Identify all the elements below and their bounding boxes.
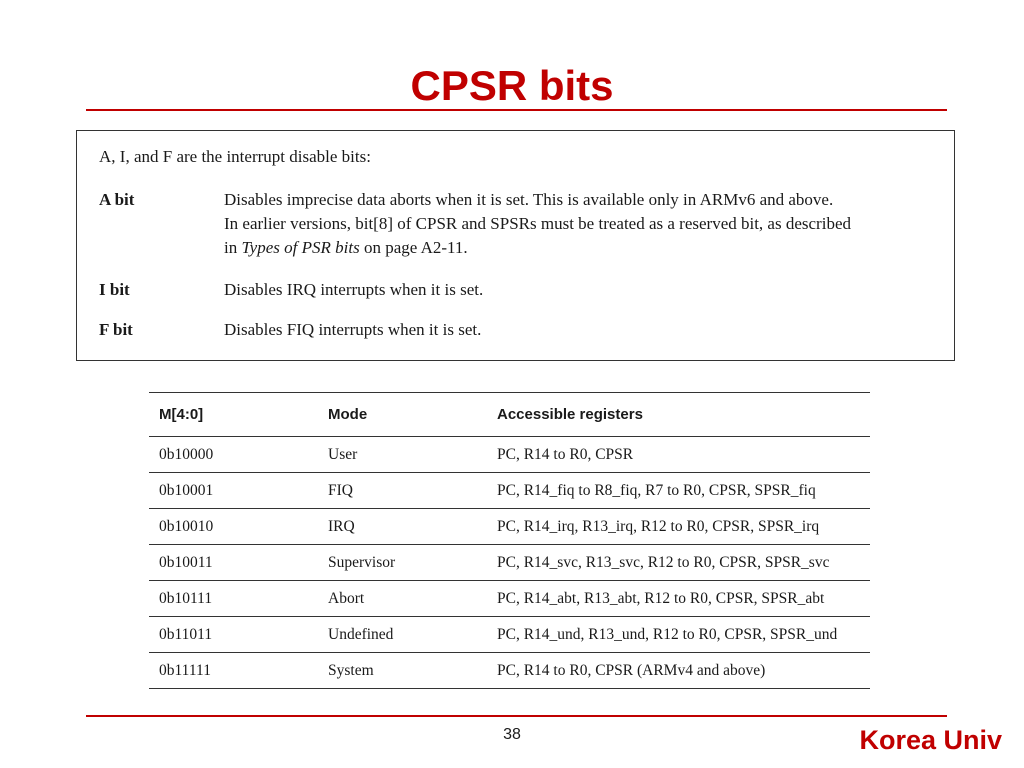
header-accessible-registers: Accessible registers: [487, 393, 870, 437]
mode-bits-cell: 0b11111: [149, 653, 318, 689]
interrupt-bits-box: [76, 130, 955, 361]
footer-divider: [86, 715, 947, 717]
page-number: 38: [503, 726, 521, 743]
footer-brand-text: Korea Univ: [859, 725, 1002, 755]
registers-cell: PC, R14_und, R13_und, R12 to R0, CPSR, SPSR_und: [487, 617, 870, 653]
a-bit-line-3-suffix: on page A2-11.: [359, 238, 468, 257]
slide-title: CPSR bits: [410, 62, 614, 110]
registers-cell: PC, R14_fiq to R8_fiq, R7 to R0, CPSR, SPSR_fiq: [487, 473, 870, 509]
header-mode: Mode: [318, 393, 487, 437]
mode-name-cell: Abort: [318, 581, 487, 617]
i-bit-label: I bit: [99, 280, 130, 299]
interrupt-bits-intro: A, I, and F are the interrupt disable bits:: [99, 147, 371, 166]
a-bit-line-2: In earlier versions, bit[8] of CPSR and SPSRs must be treated as a reserved bit, as described: [224, 214, 851, 233]
registers-cell: PC, R14 to R0, CPSR: [487, 437, 870, 473]
mode-bits-cell: 0b11011: [149, 617, 318, 653]
a-bit-line-1: Disables imprecise data aborts when it is set. This is available only in ARMv6 and above.: [224, 190, 834, 209]
registers-cell: PC, R14_abt, R13_abt, R12 to R0, CPSR, SPSR_abt: [487, 581, 870, 617]
f-bit-description: Disables FIQ interrupts when it is set.: [224, 320, 482, 339]
a-bit-line-3: [224, 236, 944, 260]
mode-bits-cell: 0b10001: [149, 473, 318, 509]
mode-name-cell: Supervisor: [318, 545, 487, 581]
table-row: [149, 545, 870, 581]
title-divider: [86, 109, 947, 111]
table-row: [149, 509, 870, 545]
header-mode-bits: M[4:0]: [149, 393, 318, 437]
table-row: [149, 581, 870, 617]
mode-bits-cell: 0b10111: [149, 581, 318, 617]
registers-cell: PC, R14_svc, R13_svc, R12 to R0, CPSR, SPSR_svc: [487, 545, 870, 581]
registers-cell: PC, R14 to R0, CPSR (ARMv4 and above): [487, 653, 870, 689]
processor-mode-table: [149, 392, 870, 689]
registers-cell: PC, R14_irq, R13_irq, R12 to R0, CPSR, SPSR_irq: [487, 509, 870, 545]
mode-bits-cell: 0b10000: [149, 437, 318, 473]
psr-bits-reference: Types of PSR bits: [241, 238, 360, 257]
a-bit-label: A bit: [99, 190, 135, 209]
mode-name-cell: IRQ: [318, 509, 487, 545]
i-bit-description: Disables IRQ interrupts when it is set.: [224, 280, 484, 299]
mode-bits-cell: 0b10011: [149, 545, 318, 581]
a-bit-line-3-prefix: in: [224, 238, 242, 257]
mode-name-cell: FIQ: [318, 473, 487, 509]
mode-name-cell: User: [318, 437, 487, 473]
mode-name-cell: Undefined: [318, 617, 487, 653]
mode-bits-cell: 0b10010: [149, 509, 318, 545]
mode-name-cell: System: [318, 653, 487, 689]
table-row: [149, 653, 870, 689]
table-header-row: [149, 393, 870, 437]
table-row: [149, 437, 870, 473]
f-bit-label: F bit: [99, 320, 133, 339]
a-bit-description: [224, 188, 944, 260]
table-row: [149, 473, 870, 509]
table-row: [149, 617, 870, 653]
